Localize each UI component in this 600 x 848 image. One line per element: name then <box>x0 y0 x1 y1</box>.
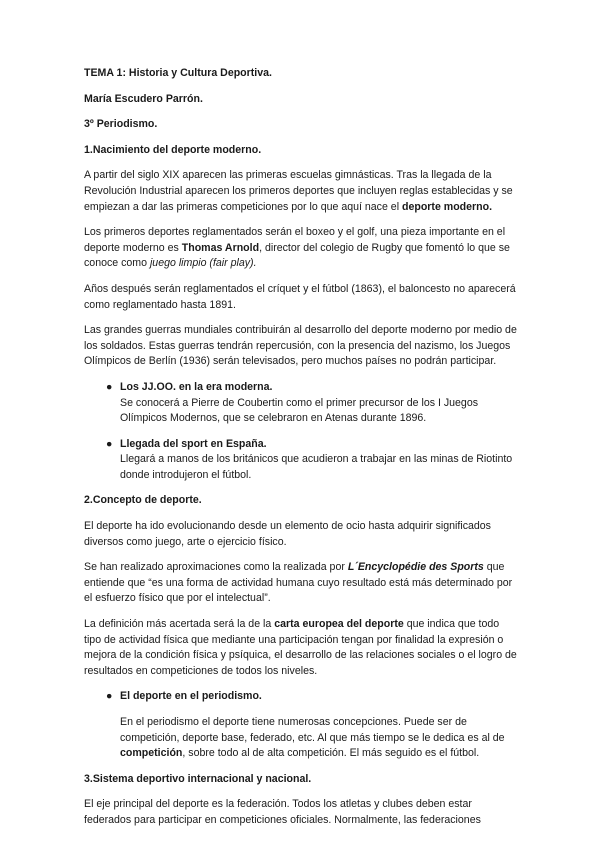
text-run: En el periodismo el deporte tiene numerosas concepciones. Puede ser de competición, deporte base, federado, etc. Al que más tiempo se le dedica es al de <box>120 716 505 744</box>
bullet-item-olympics <box>84 380 518 427</box>
bullet-text: Se conocerá a Pierre de Coubertin como el primer precursor de los I Juegos Olímpicos Modernos, que se celebraron en Atenas durante 1896. <box>120 396 479 425</box>
bullet-text: Llegará a manos de los británicos que acudieron a trabajar en las minas de Riotinto donde introdujeron el fútbol. <box>120 453 513 481</box>
bold-term: competición <box>120 747 183 760</box>
bold-italic-title: L´Encyclopédie des Sports <box>347 561 484 574</box>
section-1-heading: 1.Nacimiento del deporte moderno. <box>84 143 262 156</box>
section-2-paragraph-1: El deporte ha ido evolucionando desde un elemento de ocio hasta adquirir significados diversos como juego, arte o ejercicio físico. <box>84 520 491 548</box>
section-2-paragraph-2 <box>84 560 518 607</box>
document-page <box>84 66 518 839</box>
document-title: TEMA 1: Historia y Cultura Deportiva. <box>84 67 272 79</box>
section-3-paragraph-1: El eje principal del deporte es la federación. Todos los atletas y clubes deben estar federados para participar en competiciones oficiales. Normalmente, las federaciones <box>84 798 481 826</box>
bold-term: carta europea del deporte <box>274 618 404 631</box>
bullet-item-sport-spain <box>84 437 518 484</box>
author-name: María Escudero Parrón. <box>84 92 203 105</box>
bullet-icon: ● <box>106 437 113 450</box>
text-run: que indica que todo tipo de actividad física que mediante una participación tengan por finalidad la expresión o mejora de la condición física y psíquica, el desarrollo de las relaciones sociales o el logro de resultados en competiciones de todos los niveles. <box>84 618 517 677</box>
text-run: que entiende que “es una forma de actividad humana cuyo resultado está más determinado por el esfuerzo físico que por el intelectual”. <box>84 561 513 605</box>
text-run: La definición más acertada será la de la <box>84 618 275 631</box>
text-run: , director del colegio de Rugby que fomentó lo que se conoce como <box>84 241 510 270</box>
bold-term: deporte moderno. <box>402 200 493 213</box>
bullet-item-journalism <box>84 689 518 705</box>
journalism-paragraph <box>84 715 518 762</box>
bullet-title: Llegada del sport en España. <box>120 437 267 450</box>
section-1-paragraph-3: Años después serán reglamentados el críquet y el fútbol (1863), el baloncesto no aparecerá como reglamentado hasta 1891. <box>84 282 516 311</box>
text-run: , sobre todo al de alta competición. El más seguido es el fútbol. <box>182 747 480 760</box>
section-1-paragraph-2 <box>84 225 518 272</box>
bullet-icon: ● <box>106 380 113 393</box>
section-2-heading: 2.Concepto de deporte. <box>84 494 202 507</box>
bullet-icon: ● <box>106 690 113 703</box>
section-3-heading: 3.Sistema deportivo internacional y nacional. <box>84 772 312 785</box>
section-1-paragraph-4: Las grandes guerras mundiales contribuirán al desarrollo del deporte moderno por medio de los soldados. Estas guerras tendrán repercusión, con la presencia del nazismo, los Juegos Olímpicos de Berlín (1936) serán televisados, pero muchos países no podrán participar. <box>84 324 517 368</box>
bold-name: Thomas Arnold <box>181 241 260 254</box>
section-2-paragraph-3 <box>84 617 518 679</box>
course-label: 3º Periodismo. <box>84 118 158 131</box>
section-1-paragraph-1 <box>84 168 518 215</box>
text-run: A partir del siglo XIX aparecen las primeras escuelas gimnásticas. Tras la llegada de la Revolución Industrial aparecen los primeros deportes que incluyen reglas establecidas y se empiezan a dar las primeras competiciones por lo que aquí nace el <box>84 169 513 213</box>
text-run: Se han realizado aproximaciones como la realizada por <box>84 561 348 574</box>
bullet-title: El deporte en el periodismo. <box>120 690 262 703</box>
bullet-title: Los JJ.OO. en la era moderna. <box>120 380 273 393</box>
italic-term: juego limpio (fair play). <box>149 257 257 270</box>
text-run: Los primeros deportes reglamentados serán el boxeo y el golf, una pieza importante en el deporte moderno es <box>84 226 506 254</box>
